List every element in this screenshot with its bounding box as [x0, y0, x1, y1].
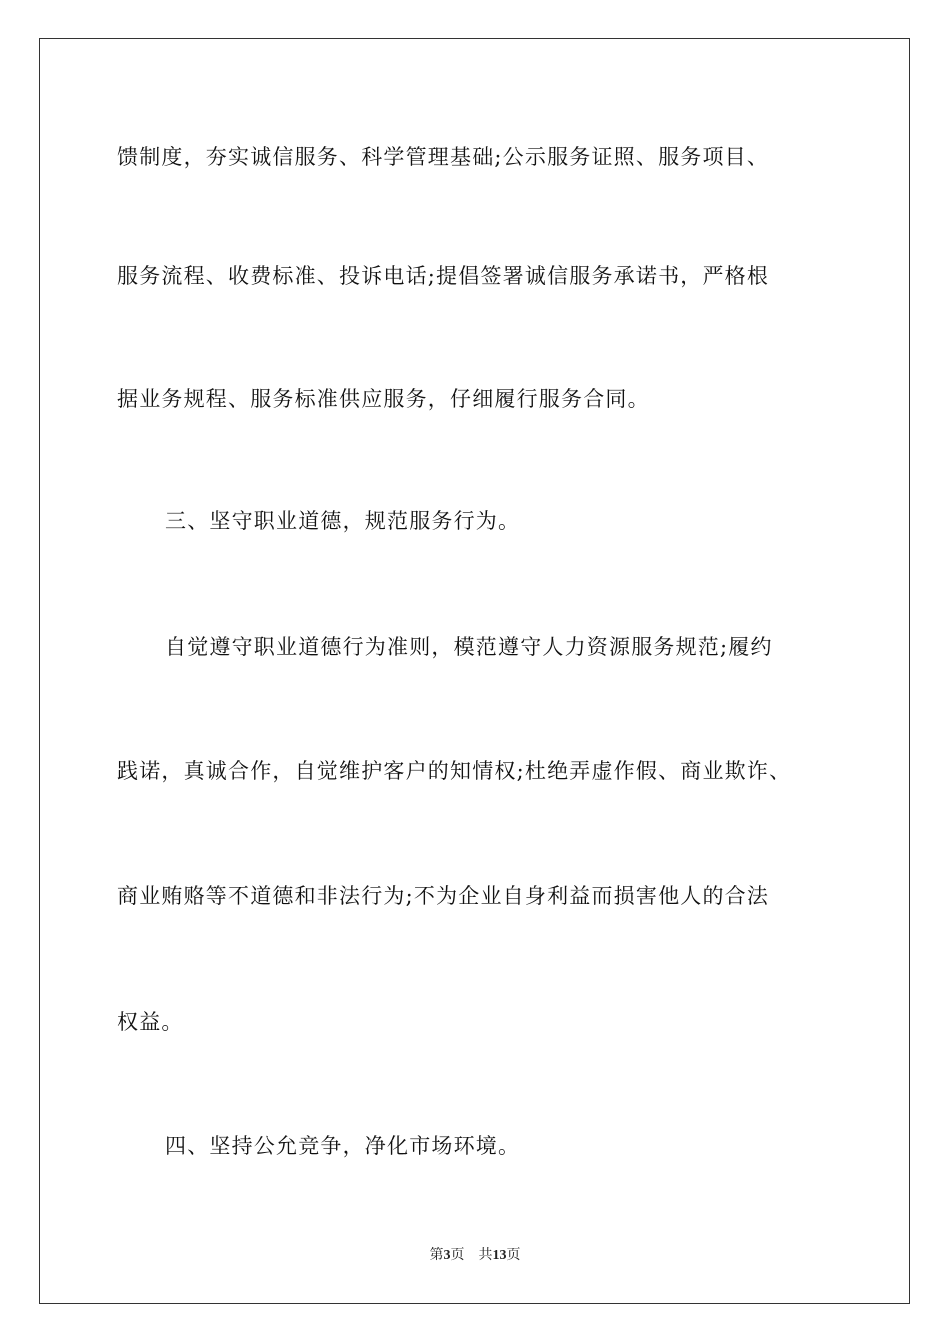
- section-heading-3: 三、坚守职业道德，规范服务行为。: [165, 509, 521, 533]
- page-footer: [0, 1246, 950, 1265]
- body-line-5: 自觉遵守职业道德行为准则，模范遵守人力资源服务规范;履约: [165, 635, 773, 659]
- footer-page-current: 3: [443, 1248, 451, 1263]
- body-line-2: 服务流程、收费标准、投诉电话;提倡签署诚信服务承诺书，严格根: [117, 264, 770, 288]
- body-line-8: 权益。: [117, 1010, 184, 1034]
- section-heading-4: 四、坚持公允竞争，净化市场环境。: [165, 1134, 521, 1158]
- body-line-6: 践诺，真诚合作，自觉维护客户的知情权;杜绝弄虚作假、商业欺诈、: [117, 759, 792, 783]
- page-border: [39, 38, 910, 1304]
- footer-page-prefix: 第: [429, 1247, 444, 1263]
- footer-page-suffix: 页: [450, 1247, 465, 1263]
- footer-total-suffix: 页: [506, 1247, 521, 1263]
- body-line-7: 商业贿赂等不道德和非法行为;不为企业自身利益而损害他人的合法: [117, 884, 770, 908]
- footer-page-total: 13: [492, 1248, 507, 1263]
- body-line-1: 馈制度，夯实诚信服务、科学管理基础;公示服务证照、服务项目、: [117, 145, 770, 169]
- footer-total-prefix: 共: [478, 1247, 493, 1263]
- body-line-3: 据业务规程、服务标准供应服务，仔细履行服务合同。: [117, 387, 650, 411]
